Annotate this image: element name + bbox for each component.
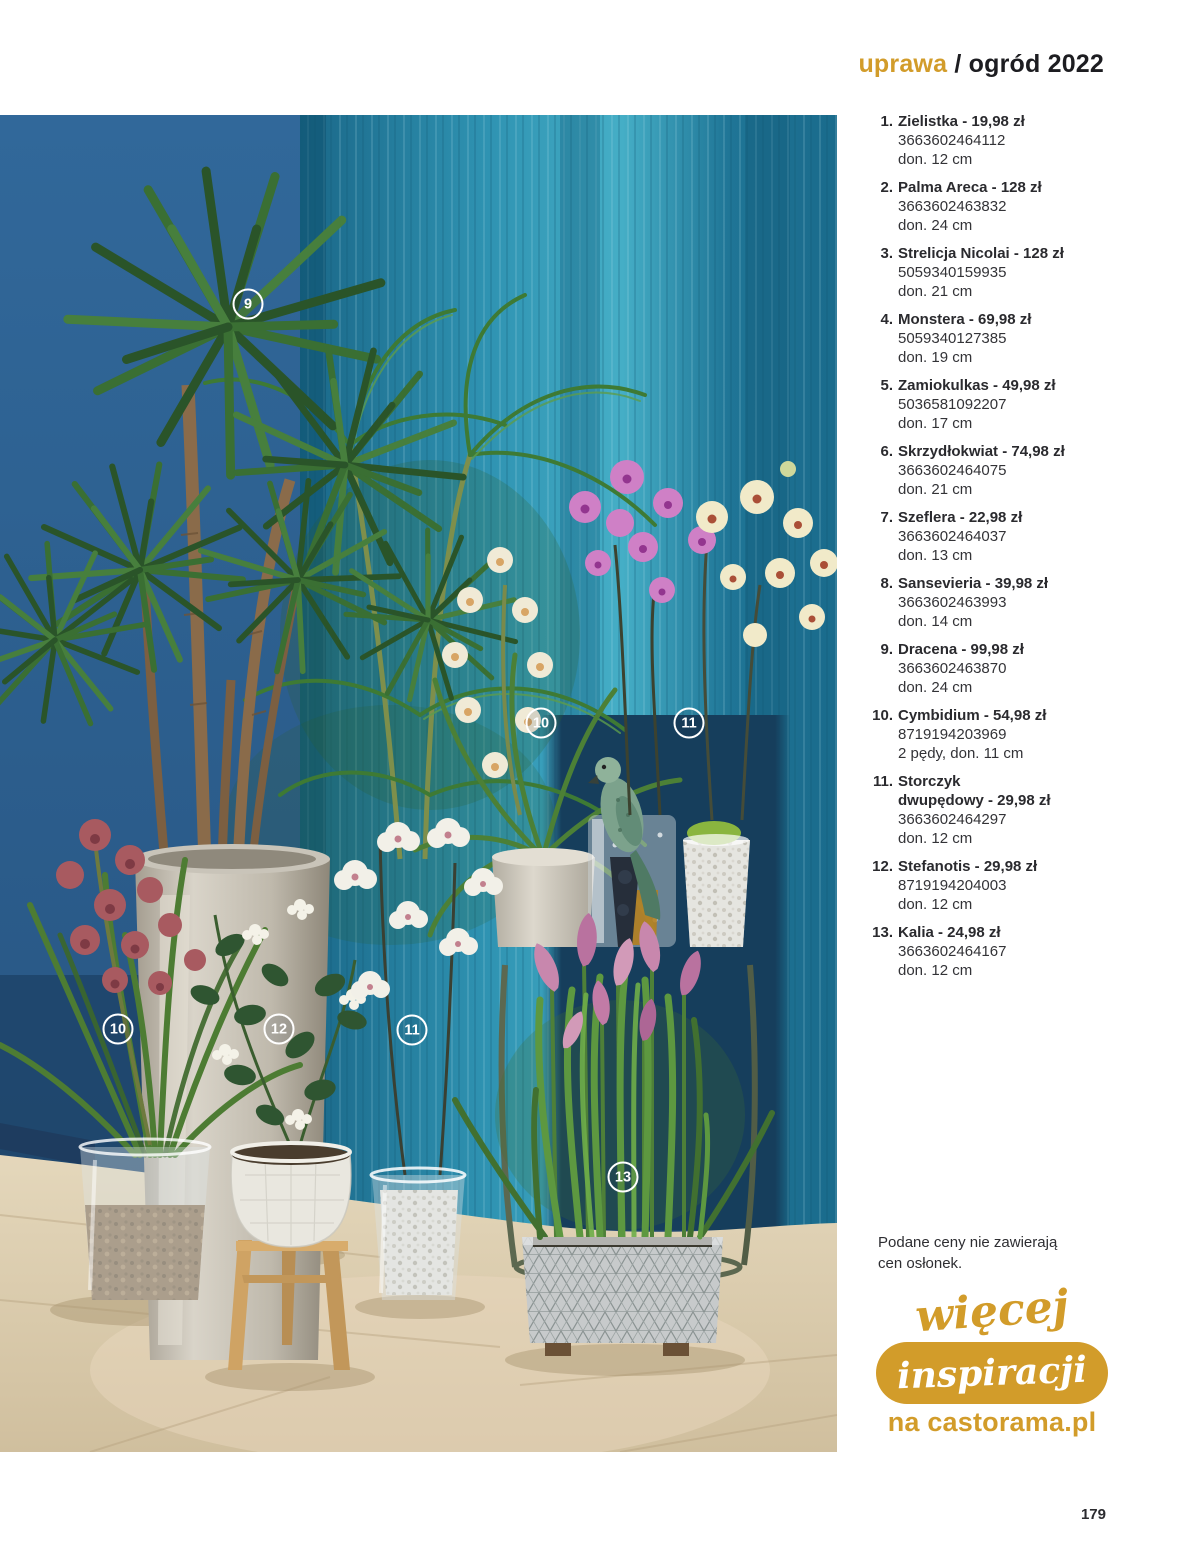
product-code: 5059340127385 xyxy=(898,330,1007,347)
photo-badge-11: 11 xyxy=(674,708,705,739)
product-code: 5059340159935 xyxy=(898,264,1007,281)
product-pot-size: don. 14 cm xyxy=(898,613,973,630)
product-pot-size: 2 pędy, don. 11 cm xyxy=(898,745,1024,762)
product-code: 3663602464037 xyxy=(898,528,1007,545)
product-item xyxy=(868,244,1118,301)
photo-badge-11: 11 xyxy=(397,1015,428,1046)
product-title: Stefanotis - 29,98 zł xyxy=(898,858,1038,875)
photo-badge-13: 13 xyxy=(608,1162,639,1193)
product-number: 7. xyxy=(880,509,893,526)
product-title: Dracena - 99,98 zł xyxy=(898,641,1024,658)
product-number: 2. xyxy=(880,179,893,196)
product-number: 8. xyxy=(880,575,893,592)
product-code: 3663602463870 xyxy=(898,660,1007,677)
photo-badge-10: 10 xyxy=(103,1014,134,1045)
product-title: Sansevieria - 39,98 zł xyxy=(898,575,1049,592)
product-text xyxy=(898,574,1108,631)
product-code: 3663602464112 xyxy=(898,132,1006,149)
product-pot-size: don. 21 cm xyxy=(898,481,973,498)
product-title: Szeflera - 22,98 zł xyxy=(898,509,1023,526)
product-item xyxy=(868,310,1118,367)
product-title-line2: dwupędowy - 29,98 zł xyxy=(898,792,1051,809)
product-code: 3663602464167 xyxy=(898,943,1007,960)
product-number: 1. xyxy=(880,113,893,130)
product-code: 3663602463832 xyxy=(898,198,1007,215)
product-title: Palma Areca - 128 zł xyxy=(898,179,1042,196)
product-text xyxy=(898,112,1108,169)
product-number: 11. xyxy=(872,773,893,790)
page-number: 179 xyxy=(1080,1506,1106,1523)
photo-badge-9: 9 xyxy=(233,289,264,320)
product-pot-size: don. 19 cm xyxy=(898,349,973,366)
product-text xyxy=(898,640,1108,697)
product-title: Storczyk xyxy=(898,773,961,790)
logo-inspiracji-pill xyxy=(876,1342,1108,1404)
product-number: 6. xyxy=(880,443,893,460)
price-footnote xyxy=(878,1232,1057,1274)
product-pot-size: don. 12 cm xyxy=(898,830,973,847)
photo-illustration xyxy=(0,115,837,1452)
product-title: Zielistka - 19,98 zł xyxy=(898,113,1025,130)
product-item xyxy=(868,442,1118,499)
product-number: 4. xyxy=(880,311,893,328)
product-pot-size: don. 17 cm xyxy=(898,415,973,432)
product-pot-size: don. 12 cm xyxy=(898,896,973,913)
header-accent: uprawa xyxy=(858,50,948,78)
product-item xyxy=(868,923,1118,980)
product-item xyxy=(868,640,1118,697)
product-title: Zamiokulkas - 49,98 zł xyxy=(898,377,1056,394)
product-pot-size: don. 13 cm xyxy=(898,547,973,564)
product-text xyxy=(898,923,1108,980)
product-title: Kalia - 24,98 zł xyxy=(898,924,1001,941)
product-text xyxy=(898,706,1108,763)
stefanotis-pot xyxy=(231,1143,351,1247)
product-item xyxy=(868,178,1118,235)
product-pot-size: don. 12 cm xyxy=(898,962,973,979)
product-code: 3663602464075 xyxy=(898,462,1007,479)
product-pot-size: don. 24 cm xyxy=(898,679,973,696)
product-item xyxy=(868,508,1118,565)
product-number: 3. xyxy=(880,245,893,262)
product-code: 5036581092207 xyxy=(898,396,1007,413)
product-item xyxy=(868,112,1118,169)
product-title: Skrzydłokwiat - 74,98 zł xyxy=(898,443,1065,460)
footnote-line1: Podane ceny nie zawierają xyxy=(878,1234,1058,1251)
product-photo xyxy=(0,115,837,1452)
product-title: Cymbidium - 54,98 zł xyxy=(898,707,1047,724)
product-code: 8719194204003 xyxy=(898,877,1007,894)
product-number: 5. xyxy=(880,377,893,394)
product-number: 13. xyxy=(872,924,893,941)
product-pot-size: don. 12 cm xyxy=(898,151,973,168)
page-title: ogród 2022 xyxy=(968,50,1104,78)
product-item xyxy=(868,574,1118,631)
logo-wiecej-text: więcej xyxy=(913,1280,1071,1343)
photo-badge-12: 12 xyxy=(264,1014,295,1045)
logo-castorama-url[interactable]: na castorama.pl xyxy=(887,1407,1097,1437)
product-text xyxy=(898,310,1108,367)
product-text xyxy=(898,244,1108,301)
product-title: Strelicja Nicolai - 128 zł xyxy=(898,245,1064,262)
product-pot-size: don. 24 cm xyxy=(898,217,973,234)
product-number: 9. xyxy=(880,641,893,658)
product-list xyxy=(868,112,1118,989)
product-text xyxy=(898,376,1108,433)
product-item xyxy=(868,857,1118,914)
product-text xyxy=(898,442,1108,499)
page-header xyxy=(858,50,1104,79)
product-text xyxy=(898,508,1108,565)
product-code: 3663602464297 xyxy=(898,811,1007,828)
castorama-inspiration-logo xyxy=(862,1280,1122,1438)
product-text xyxy=(898,857,1108,914)
product-number: 12. xyxy=(872,858,893,875)
photo-badge-10: 10 xyxy=(526,708,557,739)
product-code: 3663602463993 xyxy=(898,594,1007,611)
footnote-line2: cen osłonek. xyxy=(878,1255,963,1272)
product-code: 8719194203969 xyxy=(898,726,1007,743)
product-title: Monstera - 69,98 zł xyxy=(898,311,1032,328)
logo-inspiracji-text: inspiracji xyxy=(896,1348,1088,1398)
product-item xyxy=(868,706,1118,763)
product-item xyxy=(868,772,1118,848)
product-text xyxy=(898,772,1108,848)
product-pot-size: don. 21 cm xyxy=(898,283,973,300)
product-text xyxy=(898,178,1108,235)
product-item xyxy=(868,376,1118,433)
header-separator: / xyxy=(947,50,969,78)
product-number: 10. xyxy=(872,707,893,724)
